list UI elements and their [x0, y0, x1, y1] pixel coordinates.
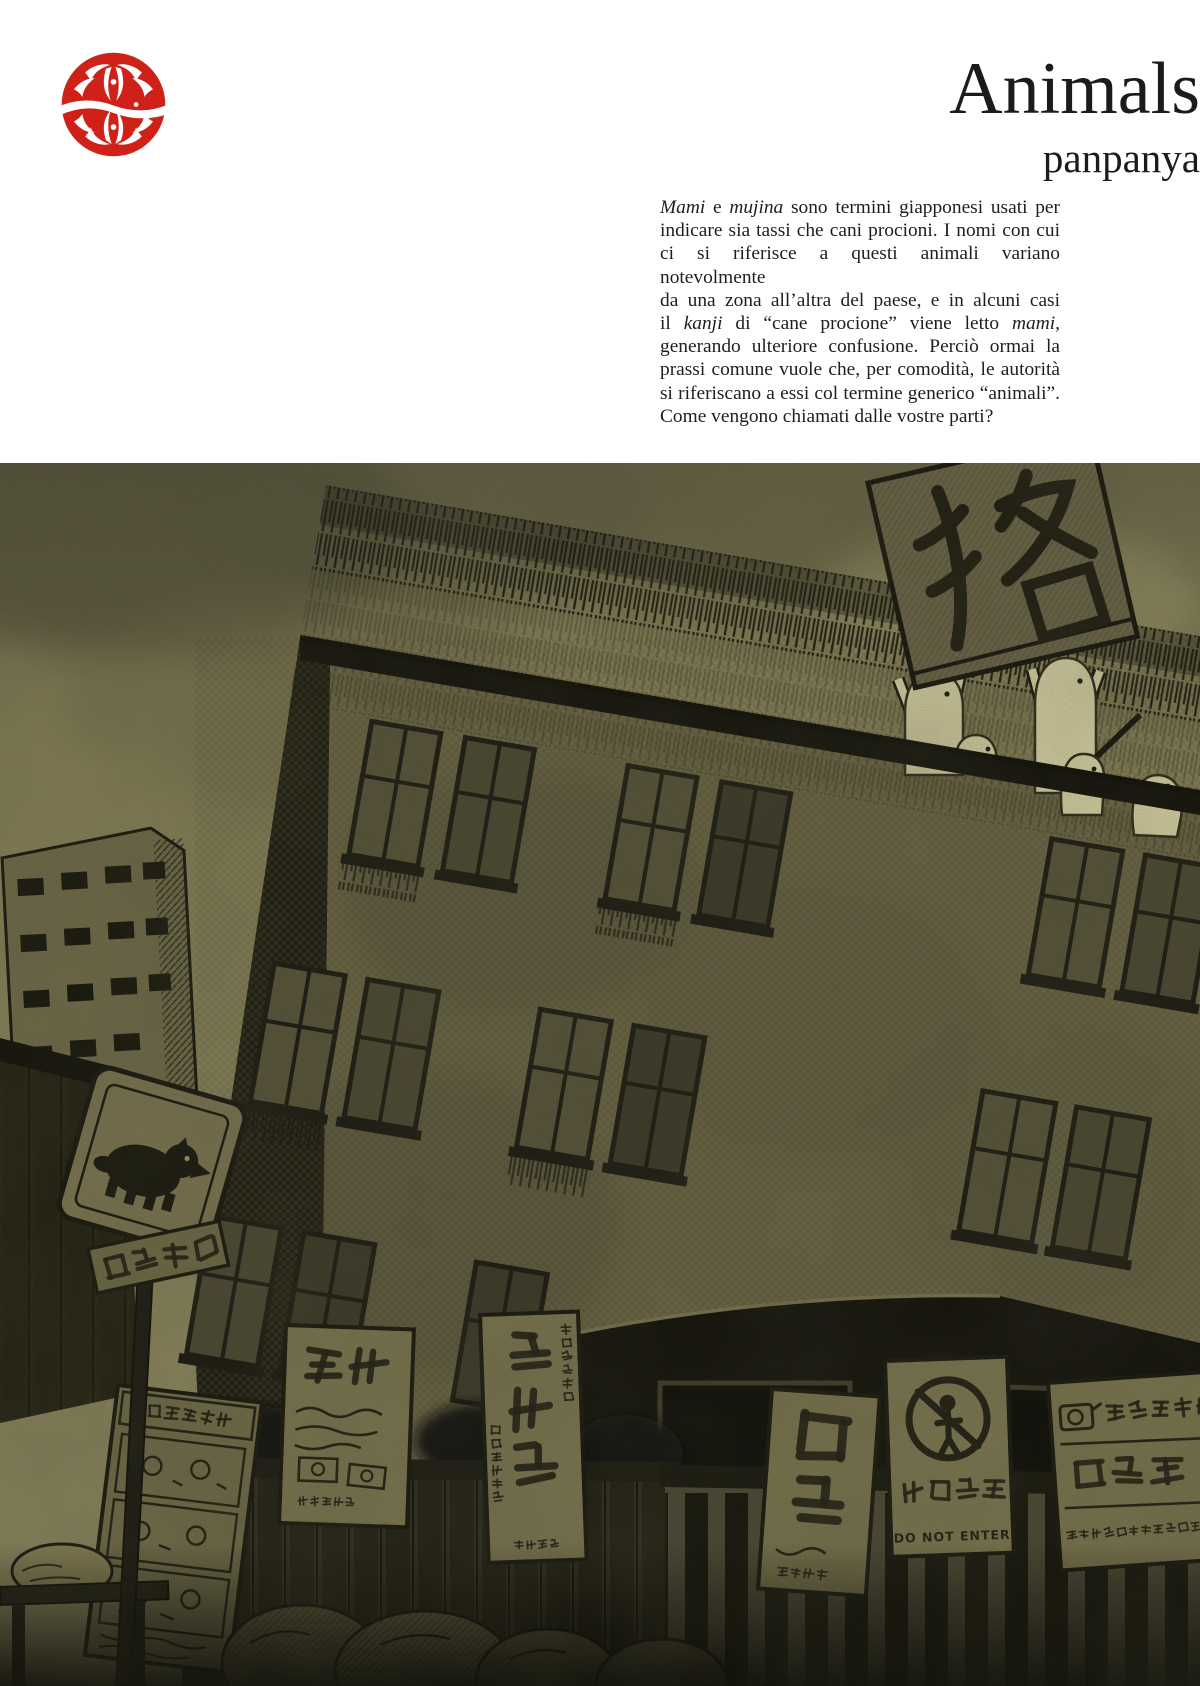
intro-line: da una zona all’altra del paese, e in alcuni casi [660, 289, 1060, 311]
intro-line: indicare sia tassi che cani procioni. I nomi con cui [660, 220, 1060, 242]
publisher-logo [57, 48, 170, 161]
intro-line: generando ulteriore confusione. Perciò ormai la [660, 336, 1060, 358]
intro-line: ci si riferisce a questi animali variano notevolmente [660, 243, 1060, 288]
cover-illustration [0, 463, 1200, 1686]
texture-grain [0, 463, 1200, 1686]
intro-line: Mami e mujina sono termini giapponesi usati per [660, 197, 1060, 218]
intro-paragraph [660, 196, 1060, 428]
page-title: Animals [949, 48, 1200, 130]
intro-line: Come vengono chiamati dalle vostre parti? [660, 405, 994, 427]
intro-line: prassi comune vuole che, per comodità, le autorità [660, 359, 1060, 381]
intro-line: si riferiscano a essi col termine generico “animali”. [660, 382, 1060, 404]
intro-line: il kanji di “cane procione” viene letto mami, [660, 313, 1060, 335]
logo-ornament [59, 53, 168, 157]
author-name: panpanya [1042, 135, 1200, 181]
